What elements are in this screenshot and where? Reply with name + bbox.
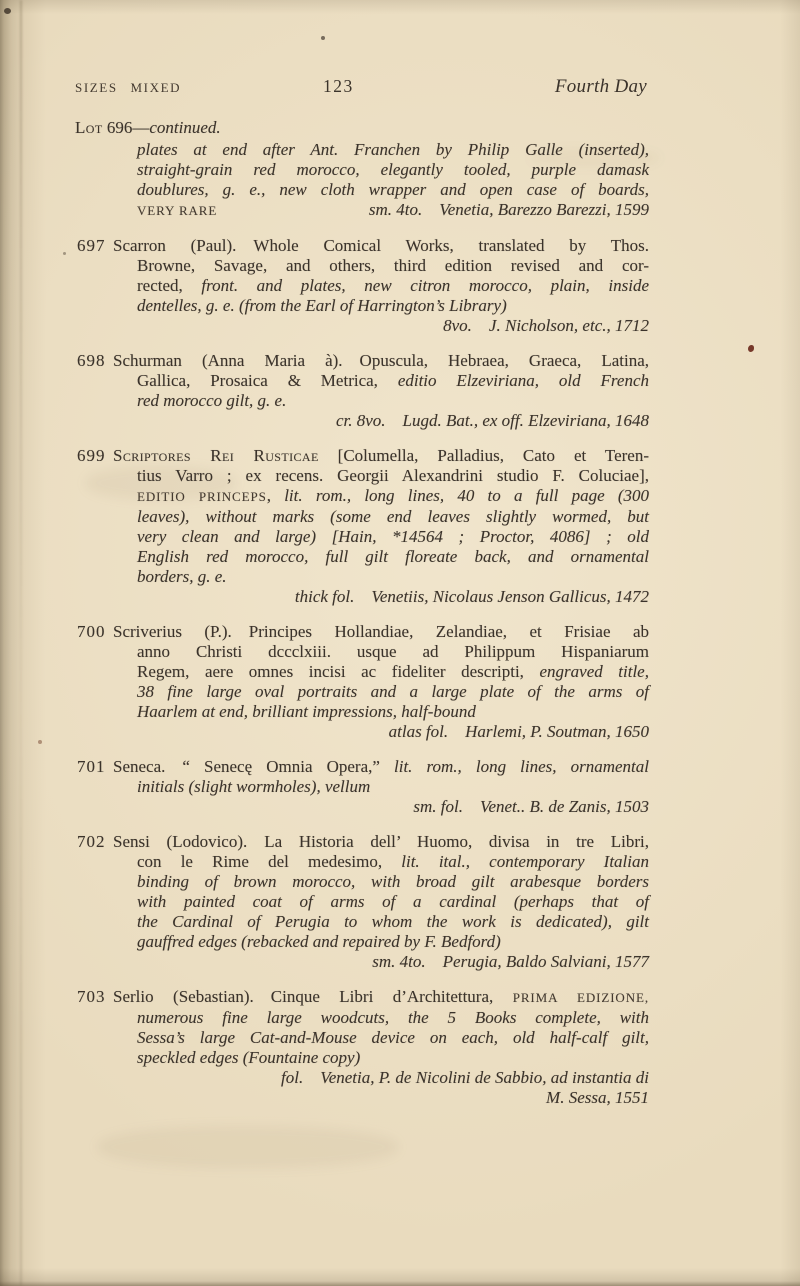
text-segment: M. Sessa, 1551	[546, 1088, 649, 1107]
text-segment: Lot	[75, 118, 103, 137]
lot-list	[75, 112, 649, 1108]
text-segment: front. and plates, new citron morocco, plain, inside	[201, 276, 649, 295]
text-segment: Schurman (Anna Maria à). Opuscula, Hebraea, Graeca, Latina,	[113, 351, 649, 370]
text-segment: Seneca. “ Senecę Omnia Opera,”	[113, 757, 394, 776]
text-segment: dentelles, g. e. (from the Earl of Harrington’s Library)	[137, 296, 507, 315]
page-number: 123	[323, 76, 354, 96]
text-segment: VERY RARE	[137, 203, 218, 218]
catalog-line	[75, 852, 649, 872]
text-segment: leaves), without marks (some end leaves slightly wormed, but	[137, 507, 649, 526]
page-crease	[20, 0, 22, 1286]
text-segment: PRIMA EDIZIONE,	[512, 990, 649, 1005]
text-segment: Browne, Savage, and others, third edition revised and cor-	[137, 256, 649, 275]
text-segment: lit. rom., long lines, 40 to a full page (300	[284, 486, 649, 505]
catalog-line	[75, 411, 649, 431]
catalog-line	[75, 1088, 649, 1108]
text-segment: red morocco gilt, g. e.	[137, 391, 287, 410]
text-segment: Scriptores Rei Rusticae	[113, 446, 319, 465]
catalog-line	[75, 662, 649, 682]
catalog-line	[75, 276, 649, 296]
text-segment: fol. Venetia, P. de Nicolini de Sabbio, ad instantia di	[281, 1068, 649, 1087]
lot-number: 703	[77, 987, 106, 1006]
catalog-line	[75, 932, 649, 952]
catalog-line	[75, 757, 649, 777]
catalog-line	[75, 642, 649, 662]
catalog-line	[75, 1008, 649, 1028]
section-label: SIZES MIXED	[75, 80, 182, 95]
text-segment: Sensi (Lodovico). La Historia dell’ Huomo, divisa in tre Libri,	[113, 832, 649, 851]
text-segment: very clean and large) [Hain, *14564 ; Proctor, 4086] ; old	[137, 527, 649, 546]
catalog-line	[75, 892, 649, 912]
text-segment: straight-grain red morocco, elegantly tooled, purple damask	[137, 160, 649, 179]
text-segment: Regem, aere omnes incisi ac fideliter descripti,	[137, 662, 540, 681]
text-segment: lit. rom., long lines, ornamental	[394, 757, 649, 776]
lot-entry-701	[75, 757, 649, 817]
catalog-line	[75, 987, 649, 1008]
showthrough-smudge	[98, 1126, 398, 1168]
catalog-line	[75, 486, 649, 507]
text-segment: tius Varro ; ex recens. Georgii Alexandrini studio F. Coluciae],	[137, 466, 649, 485]
catalog-line	[75, 1068, 649, 1088]
lot-entry-703	[75, 987, 649, 1108]
catalog-line	[75, 777, 649, 797]
paper-speck	[748, 345, 754, 352]
text-segment: plates at end after Ant. Franchen by Philip Galle (inserted),	[137, 140, 649, 159]
text-segment: binding of brown morocco, with broad gilt arabesque borders	[137, 872, 649, 891]
text-segment: continued.	[149, 118, 221, 137]
catalog-line	[75, 722, 649, 742]
catalog-line	[75, 912, 649, 932]
day-label: Fourth Day	[554, 76, 647, 97]
line-right	[369, 200, 649, 220]
text-segment: borders, g. e.	[137, 567, 227, 586]
text-segment: EDITIO PRINCEPS	[137, 489, 267, 504]
text-segment: Serlio (Sebastian). Cinque Libri d’Architettura,	[113, 987, 513, 1006]
catalog-line	[75, 797, 649, 817]
catalog-line	[75, 391, 649, 411]
catalog-line	[75, 702, 649, 722]
catalog-line	[75, 567, 649, 587]
paper-speck	[38, 740, 42, 744]
lot-entry-697	[75, 236, 649, 336]
lot-entry-696-continued	[75, 118, 649, 221]
text-segment: con le Rime del medesimo,	[137, 852, 402, 871]
text-segment: English red morocco, full gilt floreate back, and ornamental	[137, 547, 649, 566]
lot-number: 697	[77, 236, 106, 255]
catalog-line	[75, 160, 649, 180]
catalog-line	[75, 547, 649, 567]
text-segment: thick fol. Venetiis, Nicolaus Jenson Gallicus, 1472	[294, 587, 649, 606]
text-segment: sm. 4to. Venetia, Barezzo Barezzi, 1599	[368, 200, 649, 219]
catalog-line	[75, 952, 649, 972]
catalog-line	[75, 118, 649, 138]
text-segment: [Columella, Palladius, Cato et Teren-	[318, 446, 649, 465]
text-segment: atlas fol. Harlemi, P. Soutman, 1650	[388, 722, 649, 741]
catalog-line	[75, 527, 649, 547]
lot-entry-699	[75, 446, 649, 607]
text-segment: lit. ital., contemporary Italian	[401, 852, 649, 871]
text-segment: rected,	[137, 276, 202, 295]
catalog-line	[75, 1048, 649, 1068]
text-segment: sm. fol. Venet.. B. de Zanis, 1503	[413, 797, 649, 816]
lot-number: 702	[77, 832, 106, 851]
lot-number: 701	[77, 757, 106, 776]
lot-number: 699	[77, 446, 106, 465]
text-segment: with painted coat of arms of a cardinal (perhaps that of	[137, 892, 649, 911]
text-segment: 38 fine large oval portraits and a large plate of the arms of	[137, 682, 649, 701]
paper-speck	[4, 8, 11, 14]
lot-entry-700	[75, 622, 649, 742]
catalog-line	[75, 256, 649, 276]
text-segment: numerous fine large woodcuts, the 5 Books complete, with	[137, 1008, 649, 1027]
text-segment: 696—	[102, 118, 150, 137]
catalog-line	[75, 622, 649, 642]
catalog-line	[75, 316, 649, 336]
text-segment: anno Christi dccclxiii. usque ad Philippum Hispaniarum	[137, 642, 649, 661]
catalog-line	[75, 682, 649, 702]
catalog-line	[75, 1028, 649, 1048]
text-segment: editio Elzeviriana, old French	[397, 371, 649, 390]
catalog-line	[75, 180, 649, 200]
page-header	[75, 76, 649, 100]
paper-speck	[321, 36, 325, 40]
catalog-line	[75, 236, 649, 256]
catalog-line	[75, 832, 649, 852]
catalog-line	[75, 140, 649, 160]
text-segment: Scarron (Paul). Whole Comical Works, translated by Thos.	[113, 236, 649, 255]
catalog-line	[75, 296, 649, 316]
text-segment: initials (slight wormholes), vellum	[137, 777, 371, 796]
line-left	[137, 200, 217, 221]
text-segment: Haarlem at end, brilliant impressions, half-bound	[137, 702, 476, 721]
lot-entry-698	[75, 351, 649, 431]
catalog-line	[75, 587, 649, 607]
text-segment: cr. 8vo. Lugd. Bat., ex off. Elzeviriana, 1648	[335, 411, 649, 430]
text-segment: gauffred edges (rebacked and repaired by F. Bedford)	[137, 932, 501, 951]
text-segment: sm. 4to. Perugia, Baldo Salviani, 1577	[372, 952, 649, 971]
text-segment: 8vo. J. Nicholson, etc., 1712	[443, 316, 649, 335]
catalog-line	[75, 872, 649, 892]
catalog-line	[75, 371, 649, 391]
text-segment: Scriverius (P.). Principes Hollandiae, Zelandiae, et Frisiae ab	[113, 622, 649, 641]
text-segment: engraved title,	[539, 662, 649, 681]
lot-number: 700	[77, 622, 106, 641]
lot-entry-702	[75, 832, 649, 972]
catalog-line	[75, 351, 649, 371]
text-segment: Gallica, Prosaica & Metrica,	[137, 371, 398, 390]
text-segment: ,	[266, 486, 285, 505]
paper-speck	[63, 252, 66, 255]
lot-number: 698	[77, 351, 106, 370]
text-segment: Sessa’s large Cat-and-Mouse device on each, old half-calf gilt,	[137, 1028, 649, 1047]
catalog-line	[75, 466, 649, 486]
catalog-line	[75, 507, 649, 527]
text-segment: doublures, g. e., new cloth wrapper and open case of boards,	[137, 180, 649, 199]
catalog-line	[75, 200, 649, 221]
text-segment: speckled edges (Fountaine copy)	[137, 1048, 361, 1067]
text-segment: the Cardinal of Perugia to whom the work is dedicated), gilt	[137, 912, 649, 931]
catalog-line	[75, 446, 649, 466]
